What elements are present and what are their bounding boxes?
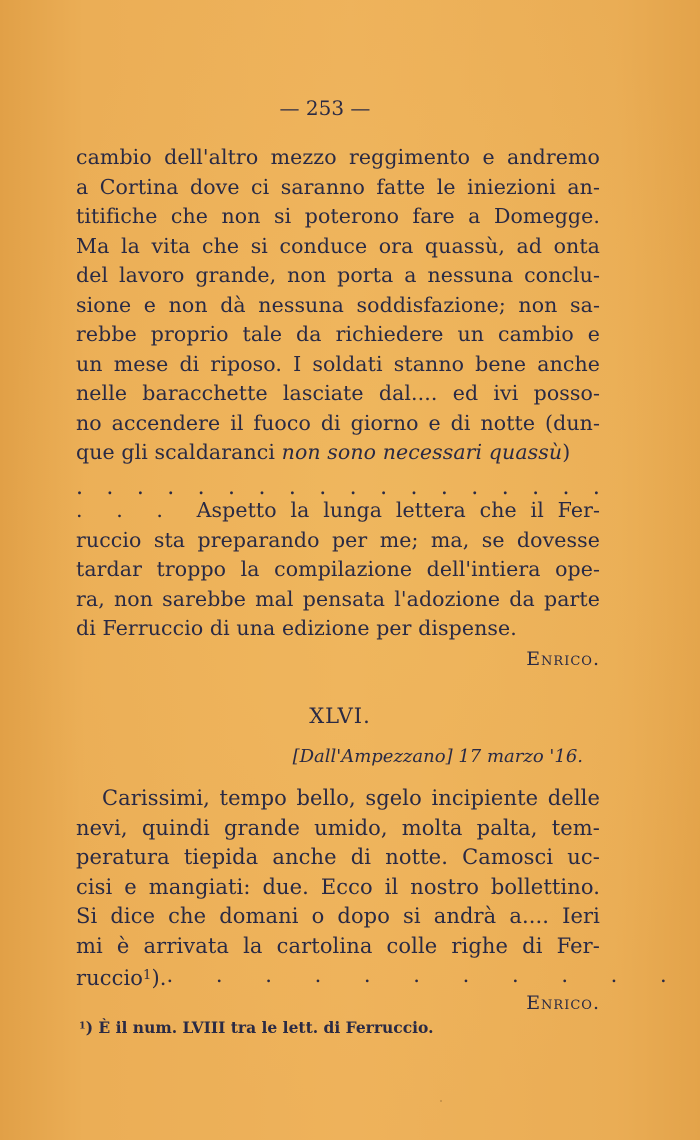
footnote-marker: 1 [79,1020,86,1032]
text-line: cisi e mangiati: due. Ecco il nostro bollettino. [76,874,600,899]
text-segment [76,961,167,993]
dateline-date: 17 marzo '16. [458,746,583,767]
letter-number-heading: XLVI. [309,704,371,728]
text-line: sione e non dà nessuna soddisfazione; non sa- [76,292,600,317]
signature: Enrico. [526,992,600,1014]
text-line: titifiche che non si poterono fare a Domegge. [76,204,600,228]
text-segment: ) [562,440,571,464]
footnote-reference[interactable]: 1 [143,968,152,983]
paragraph-aspetto [76,496,600,644]
ellipsis-dot: . [197,475,205,500]
ellipsis-dot: . [167,475,175,500]
paper-speck [440,1100,442,1102]
text-segment: ). [151,965,167,990]
text-line: peratura tiepida anche di notte. Camosci uc- [76,845,600,869]
dateline-place: [Dall'Ampezzano] [292,746,453,767]
paragraph-continued [76,143,600,468]
ellipsis-dot: . [562,475,570,500]
ellipsis-dot: . [228,475,236,500]
footnote-text: ) È il num. LVIII tra le lett. di Ferruccio. [85,1018,434,1037]
text-segment: que gli scaldaranci [76,440,282,464]
ellipsis-dot: . [349,475,357,500]
ellipsis-dot: . [106,475,114,500]
text-line-with-footnote-ref [76,961,685,993]
text-segment: ruccio [76,965,144,990]
ellipsis-dot: . [501,475,509,500]
text-line: mi è arrivata la cartolina colle righe di Fer- [76,933,600,958]
trailing-dots: . . . . . . . . . . . [166,963,685,987]
text-line: nevi, quindi grande umido, molta palta, tem- [76,815,600,840]
text-line: di Ferruccio di una edizione per dispense. [76,616,517,640]
text-line: Ma la vita che si conduce ora quassù, ad onta [76,233,600,258]
text-line: tardar troppo la compilazione dell'intiera ope- [76,557,600,581]
letter-body [76,784,685,993]
page-number: — 253 — [279,96,371,120]
text-line: un mese di riposo. I soldati stanno bene anche [76,351,600,376]
ellipsis-dot: . [76,475,83,500]
italic-phrase: non sono necessari quassù [281,440,563,464]
ellipsis-dot: . [532,475,540,500]
text-line: no accendere il fuoco di giorno e di notte (dun- [76,410,600,435]
text-line: rebbe proprio tale da richiedere un cambio e [76,322,600,346]
text-line: del lavoro grande, non porta a nessuna conclu- [76,263,600,287]
ellipsis-dot: . [592,475,600,500]
text-line: ra, non sarebbe mal pensata l'adozione da parte [76,586,600,611]
text-line: ruccio sta preparando per me; ma, se dovesse [76,527,600,552]
ellipsis-dot: . [258,475,266,500]
ellipsis-dot: . [380,475,388,500]
text-segment: Aspetto la lunga lettera che il Fer- [196,498,600,522]
ellipsis-dot: . [410,475,418,500]
ellipsis-dot: . [288,475,296,500]
leading-dots: . . . [76,498,197,522]
text-line-with-dots [76,496,600,526]
text-line: Carissimi, tempo bello, sgelo incipiente delle [102,786,600,810]
signature: Enrico. [526,648,600,670]
ellipsis-dot: . [440,475,448,500]
footnote [79,1018,434,1037]
ellipsis-row [76,475,600,500]
ellipsis-dot: . [319,475,327,500]
text-line: Si dice che domani o dopo si andrà a.... Ieri [76,904,600,928]
text-line-with-italic [76,438,600,468]
dateline [293,746,583,767]
ellipsis-dot: . [136,475,144,500]
text-line: a Cortina dove ci saranno fatte le iniezioni an- [76,174,600,199]
ellipsis-dot: . [471,475,479,500]
text-line: nelle baracchette lasciate dal.... ed ivi posso- [76,381,600,405]
text-line: cambio dell'altro mezzo reggimento e andremo [76,145,600,169]
